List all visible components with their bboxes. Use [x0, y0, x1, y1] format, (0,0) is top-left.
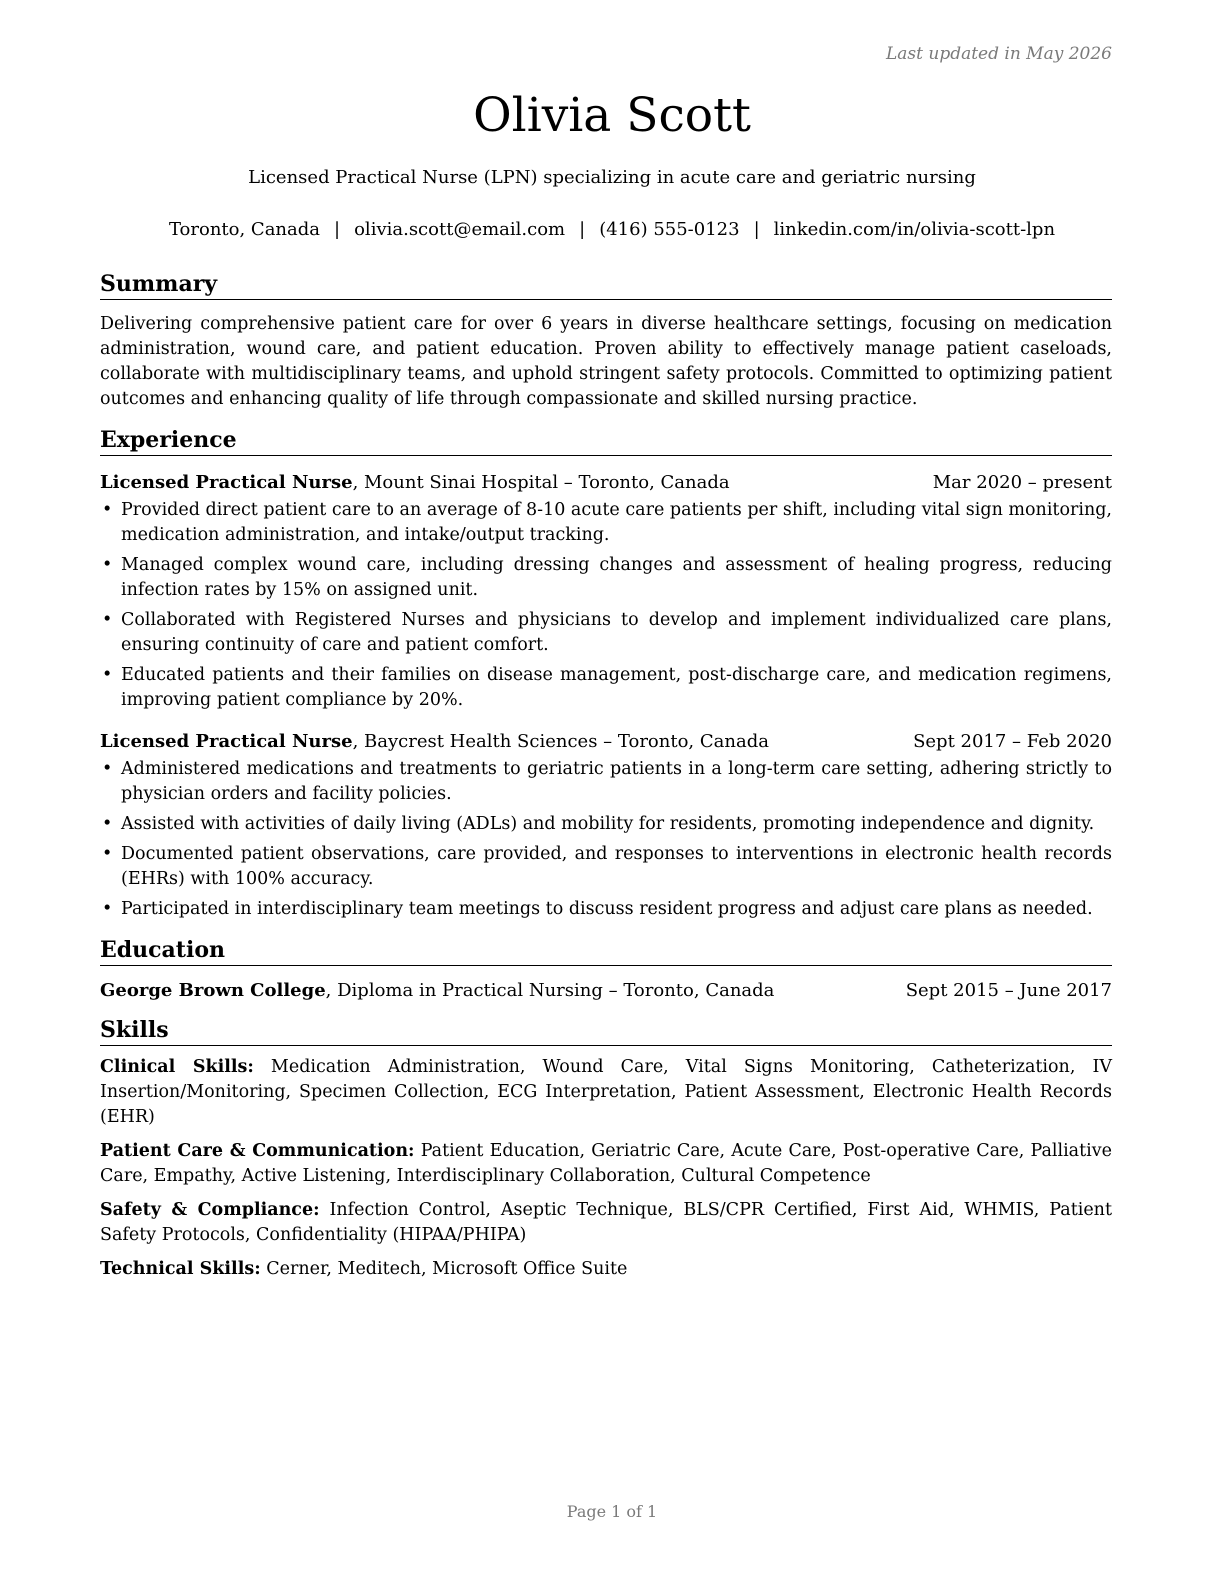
job-org: , Mount Sinai Hospital – Toronto, Canada [352, 472, 730, 493]
tagline: Licensed Practical Nurse (LPN) specializing in acute care and geriatric nursing [248, 167, 976, 188]
job-bullet: • Participated in interdisciplinary team meetings to discuss resident progress and adjust care plans as needed. [100, 897, 1112, 922]
job-entry [100, 727, 1112, 922]
section-title-summary: Summary [100, 270, 1112, 300]
job-role: Licensed Practical Nurse [100, 731, 353, 752]
skills-group-label: Safety & Compliance: [100, 1200, 320, 1220]
section-title-skills: Skills [100, 1016, 1112, 1046]
job-bullet: • Assisted with activities of daily living (ADLs) and mobility for residents, promoting independence and dignity. [100, 812, 1112, 837]
job-role-org [100, 727, 769, 757]
skills-group [100, 1055, 1112, 1130]
skills-group-items: Cerner, Meditech, Microsoft Office Suite [260, 1259, 628, 1279]
contact-separator: | [334, 219, 341, 240]
last-updated: Last updated in May 2026 [885, 44, 1112, 64]
summary-text: Delivering comprehensive patient care for over 6 years in diverse healthcare settings, focusing on medication administration, wound care, and patient education. Proven ability to effectively manage patient caseloads, collaborate with multidisciplinary teams, and uphold stringent safety protocols. Committed to optimizing patient outcomes and enhancing quality of life through compassionate and skilled nursing practice. [100, 314, 1112, 409]
job-bullet: • Administered medications and treatments to geriatric patients in a long-term care setting, adhering strictly to physician orders and facility policies. [100, 757, 1112, 807]
skills-group [100, 1139, 1112, 1189]
contact-email[interactable]: olivia.scott@email.com [354, 219, 566, 240]
candidate-name: Olivia Scott [473, 88, 751, 143]
education-dates: Sept 2015 – June 2017 [905, 980, 1112, 1001]
education-entry [100, 976, 1112, 1006]
resume-content [100, 270, 1112, 1282]
contact-location: Toronto, Canada [168, 219, 321, 240]
skills-group-items: Medication Administration, Wound Care, Vital Signs Monitoring, Catheterization, IV Insertion/Monitoring, Specimen Collection, ECG Interpretation, Patient Assessment, Electronic Health Records (EHR) [100, 1057, 1112, 1127]
section-title-education: Education [100, 936, 1112, 966]
skills-group [100, 1257, 1112, 1282]
contact-line [0, 219, 1224, 240]
section-title-experience: Experience [100, 426, 1112, 456]
job-role-org [100, 468, 730, 498]
job-org: , Baycrest Health Sciences – Toronto, Canada [352, 731, 769, 752]
education-detail: , Diploma in Practical Nursing – Toronto, Canada [325, 980, 775, 1001]
education-school-detail [100, 976, 774, 1006]
skills-group [100, 1198, 1112, 1248]
skills-group-items: Patient Education, Geriatric Care, Acute Care, Post-operative Care, Palliative Care, Empathy, Active Listening, Interdisciplinary Collaboration, Cultural Competence [100, 1141, 1112, 1186]
job-bullet: • Provided direct patient care to an average of 8-10 acute care patients per shift, including vital sign monitoring, medication administration, and intake/output tracking. [100, 498, 1112, 548]
job-header [100, 727, 1112, 757]
job-bullets [100, 757, 1112, 922]
contact-linkedin[interactable]: linkedin.com/in/olivia-scott-lpn [773, 219, 1056, 240]
contact-separator: | [579, 219, 586, 240]
contact-separator: | [753, 219, 760, 240]
education-school: George Brown College [100, 980, 326, 1001]
skills-group-items: Infection Control, Aseptic Technique, BLS/CPR Certified, First Aid, WHMIS, Patient Safety Protocols, Confidentiality (HIPAA/PHIPA) [100, 1200, 1112, 1245]
job-dates: Sept 2017 – Feb 2020 [913, 731, 1112, 752]
job-bullet: • Managed complex wound care, including dressing changes and assessment of healing progress, reducing infection rates by 15% on assigned unit. [100, 553, 1112, 603]
job-bullet: • Documented patient observations, care provided, and responses to interventions in electronic health records (EHRs) with 100% accuracy. [100, 842, 1112, 892]
job-bullets [100, 498, 1112, 713]
job-bullet: • Collaborated with Registered Nurses and physicians to develop and implement individualized care plans, ensuring continuity of care and patient comfort. [100, 608, 1112, 658]
skills-group-label: Patient Care & Communication: [100, 1141, 415, 1161]
contact-phone: (416) 555-0123 [599, 219, 740, 240]
job-role: Licensed Practical Nurse [100, 472, 353, 493]
job-header [100, 468, 1112, 498]
job-dates: Mar 2020 – present [932, 472, 1112, 493]
job-bullet: • Educated patients and their families on disease management, post-discharge care, and medication regimens, improving patient compliance by 20%. [100, 663, 1112, 713]
skills-group-label: Technical Skills: [100, 1259, 261, 1279]
skills-group-label: Clinical Skills: [100, 1057, 254, 1077]
job-entry [100, 468, 1112, 713]
page-number: Page 1 of 1 [566, 1502, 658, 1521]
